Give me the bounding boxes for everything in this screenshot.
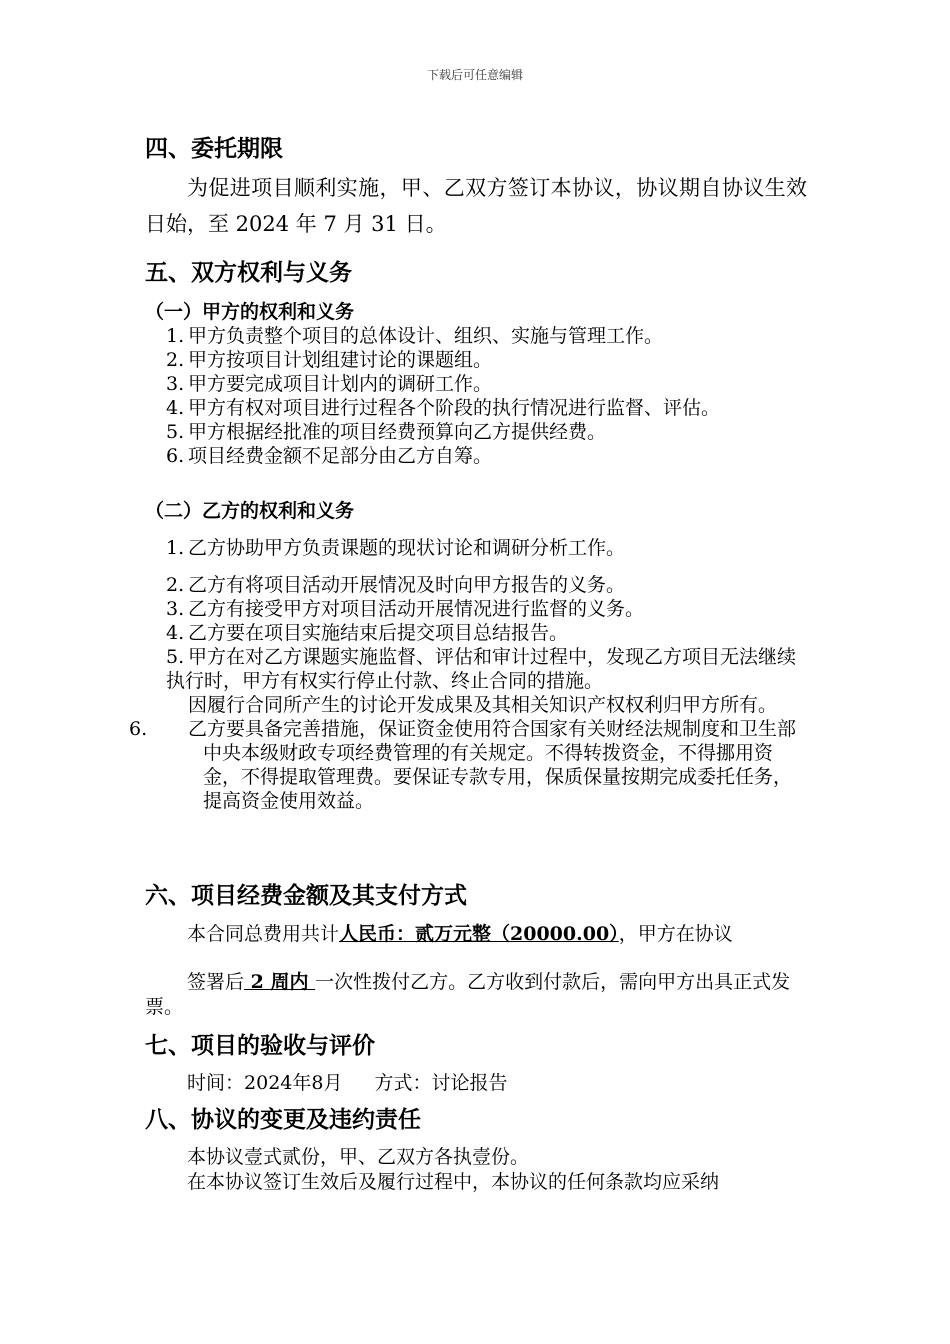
list-item: 1. 乙方协助甲方负责课题的现状讨论和调研分析工作。 xyxy=(166,537,626,559)
section-5-title: 五、双方权利与义务 xyxy=(145,260,352,286)
time-value: 2024年8月 xyxy=(244,1072,343,1094)
list-item: 6. 乙方要具备完善措施，保证资金使用符合国家有关财经法规制度和卫生部中央本级财政专项经费管理的有关规定。不得转拨资金，不得挪用资金，不得提取管理费。要保证专款专用，保质保量按期完成委托任务，提高资金使用效益。 xyxy=(129,718,797,812)
section-4-title: 四、委托期限 xyxy=(145,136,283,162)
list-item: 4. 甲方有权对项目进行过程各个阶段的执行情况进行监督、评估。 xyxy=(166,397,721,419)
list-item: 6. 项目经费金额不足部分由乙方自筹。 xyxy=(166,445,493,467)
section-7-title: 七、项目的验收与评价 xyxy=(145,1033,375,1059)
contract-amount: 人民币：贰万元整（20000.00） xyxy=(339,923,619,945)
acceptance-line xyxy=(145,1071,807,1095)
party-a-rights-title: （一）甲方的权利和义务 xyxy=(145,301,355,323)
list-item: 5. 甲方在对乙方课题实施监督、评估和审计过程中，发现乙方项目无法继续执行时，甲方有权实行停止付款、终止合同的措施。 xyxy=(166,646,797,692)
party-a-list xyxy=(145,324,807,468)
time-label: 时间： xyxy=(187,1072,245,1094)
list-item: 3. 甲方要完成项目计划内的调研工作。 xyxy=(166,373,493,395)
section-8-para-2: 在本协议签订生效后及履行过程中，本协议的任何条款均应采纳 xyxy=(187,1171,720,1193)
party-b-rights-title: （二）乙方的权利和义务 xyxy=(145,500,355,522)
section-4-paragraph: 为促进项目顺利实施，甲、乙双方签订本协议，协议期自协议生效日始，至 2024 年 7 月 31 日。 xyxy=(145,176,807,236)
section-6-para-2: 签署后 2 周内 一次性拨付乙方。乙方收到付款后，需向甲方出具正式发票。 xyxy=(145,971,791,1018)
section-8-para-1: 本协议壹式贰份，甲、乙双方各执壹份。 xyxy=(187,1146,530,1168)
section-6-title: 六、项目经费金额及其支付方式 xyxy=(145,883,467,909)
list-item: 2. 甲方按项目计划组建讨论的课题组。 xyxy=(166,349,493,371)
party-b-list xyxy=(129,536,807,813)
list-item: 2. 乙方有将项目活动开展情况及时向甲方报告的义务。 xyxy=(166,574,626,596)
list-item: 3. 乙方有接受甲方对项目活动开展情况进行监督的义务。 xyxy=(166,598,645,620)
page-header: 下载后可任意编辑 xyxy=(426,68,523,82)
mode-value: 讨论报告 xyxy=(431,1072,508,1094)
list-item: 4. 乙方要在项目实施结束后提交项目总结报告。 xyxy=(166,622,569,644)
list-item: 因履行合同所产生的讨论开发成果及其相关知识产权权利归甲方所有。 xyxy=(188,694,778,716)
list-item: 1. 甲方负责整个项目的总体设计、组织、实施与管理工作。 xyxy=(166,325,664,347)
list-item: 5. 甲方根据经批准的项目经费预算向乙方提供经费。 xyxy=(166,421,607,443)
section-8-title: 八、协议的变更及违约责任 xyxy=(145,1107,421,1133)
section-6-para-1: 本合同总费用共计人民币：贰万元整（20000.00），甲方在协议 xyxy=(187,923,733,945)
mode-label: 方式： xyxy=(374,1072,432,1094)
payment-period: 2 周内 xyxy=(244,971,316,993)
